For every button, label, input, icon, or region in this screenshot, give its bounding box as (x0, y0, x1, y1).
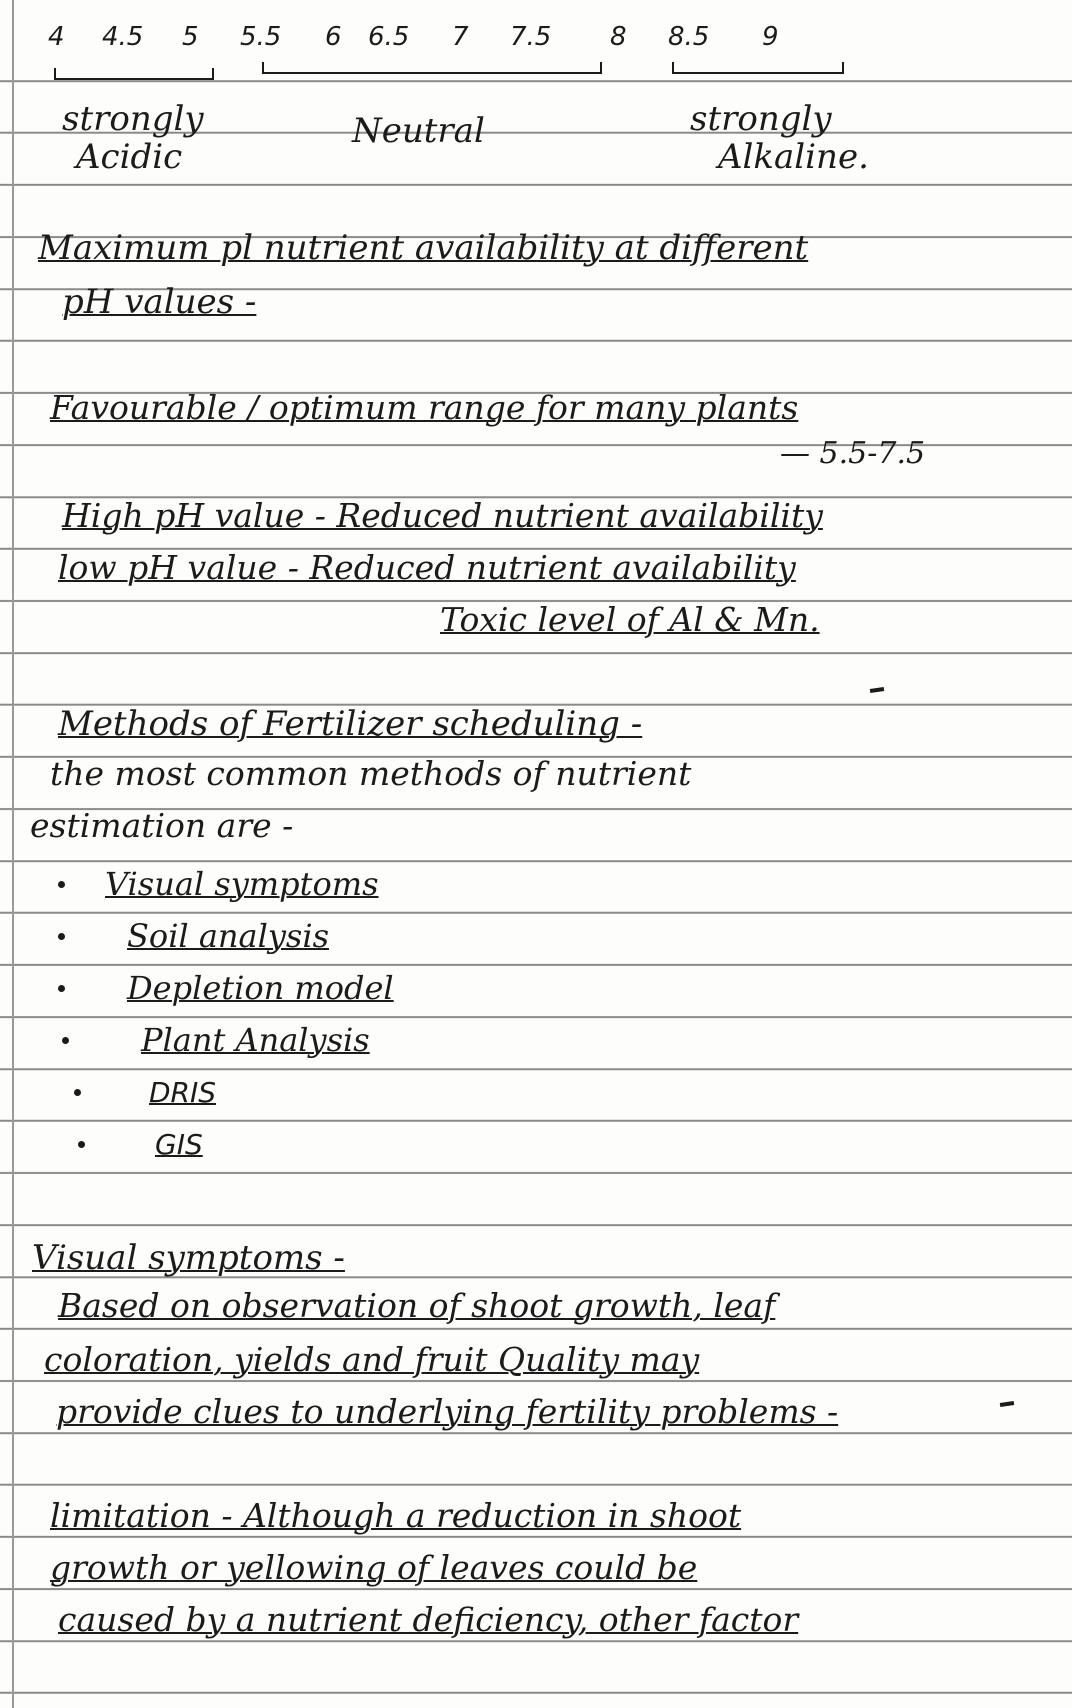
visual-symptoms-line: coloration, yields and fruit Quality may (44, 1340, 700, 1379)
alkaline-label-line2: Alkaline. (718, 137, 869, 177)
ph-tick: 6 (325, 22, 342, 52)
method-label: Soil analysis (127, 917, 329, 955)
list-item (50, 1118, 394, 1170)
list-item (50, 858, 394, 910)
ph-tick: 4.5 (102, 22, 144, 52)
ph-tick: 8 (610, 22, 627, 52)
neutral-label: Neutral (352, 111, 485, 151)
alkaline-range-bracket (672, 62, 844, 74)
acidic-label (62, 100, 204, 176)
method-label: Visual symptoms (105, 865, 379, 903)
limitation-line: growth or yellowing of leaves could be (50, 1548, 698, 1587)
ph-tick: 4 (48, 22, 65, 52)
methods-intro: the most common methods of nutrient (50, 754, 692, 793)
limitation-line: limitation - Although a reduction in shoot (50, 1496, 742, 1535)
limitation-line: caused by a nutrient deficiency, other factor (58, 1600, 799, 1639)
visual-symptoms-heading: Visual symptoms - (32, 1238, 345, 1278)
methods-heading: Methods of Fertilizer scheduling - (58, 704, 643, 744)
ph-tick: 7.5 (510, 22, 552, 52)
bullet-icon (58, 881, 65, 888)
ph-tick: 9 (762, 22, 779, 52)
visual-symptoms-line: provide clues to underlying fertility problems - (56, 1392, 839, 1431)
bullet-icon (74, 1089, 81, 1096)
method-label: Plant Analysis (141, 1021, 370, 1059)
visual-symptoms-line: Based on observation of shoot growth, leaf (58, 1286, 776, 1325)
method-label: Depletion model (127, 969, 394, 1007)
high-ph-effect: High pH value - Reduced nutrient availability (62, 496, 823, 535)
bullet-icon (78, 1141, 85, 1148)
ph-tick: 5 (182, 22, 199, 52)
methods-list (50, 858, 394, 1170)
method-label: DRIS (149, 1075, 217, 1109)
bullet-icon (58, 985, 65, 992)
methods-intro-cont: estimation are - (30, 806, 294, 845)
ink-mark (870, 687, 884, 693)
ph-tick: 6.5 (368, 22, 410, 52)
ink-mark (1000, 1401, 1014, 1407)
acidic-label-line1: strongly (62, 99, 204, 139)
acidic-range-bracket (54, 68, 214, 80)
nutrient-availability-heading: Maximum pl nutrient availability at different (38, 228, 809, 268)
bullet-icon (58, 933, 65, 940)
page-margin-line (12, 0, 14, 1708)
alkaline-label-line1: strongly (690, 99, 832, 139)
optimum-range-value: — 5.5-7.5 (780, 436, 926, 471)
ph-tick: 5.5 (240, 22, 282, 52)
low-ph-effect: low pH value - Reduced nutrient availability (58, 548, 796, 587)
alkaline-label (690, 100, 869, 176)
ph-scale (40, 22, 860, 62)
list-item (50, 1066, 394, 1118)
list-item (50, 910, 394, 962)
bullet-icon (62, 1037, 69, 1044)
list-item (50, 1014, 394, 1066)
ph-tick: 8.5 (668, 22, 710, 52)
neutral-range-bracket (262, 62, 602, 74)
list-item (50, 962, 394, 1014)
acidic-label-line2: Acidic (76, 137, 183, 177)
ph-tick: 7 (452, 22, 469, 52)
optimum-range-line: Favourable / optimum range for many plants (50, 388, 799, 427)
method-label: GIS (155, 1127, 203, 1161)
toxic-level-note: Toxic level of Al & Mn. (440, 600, 820, 639)
nutrient-availability-heading-cont: pH values - (62, 282, 257, 322)
